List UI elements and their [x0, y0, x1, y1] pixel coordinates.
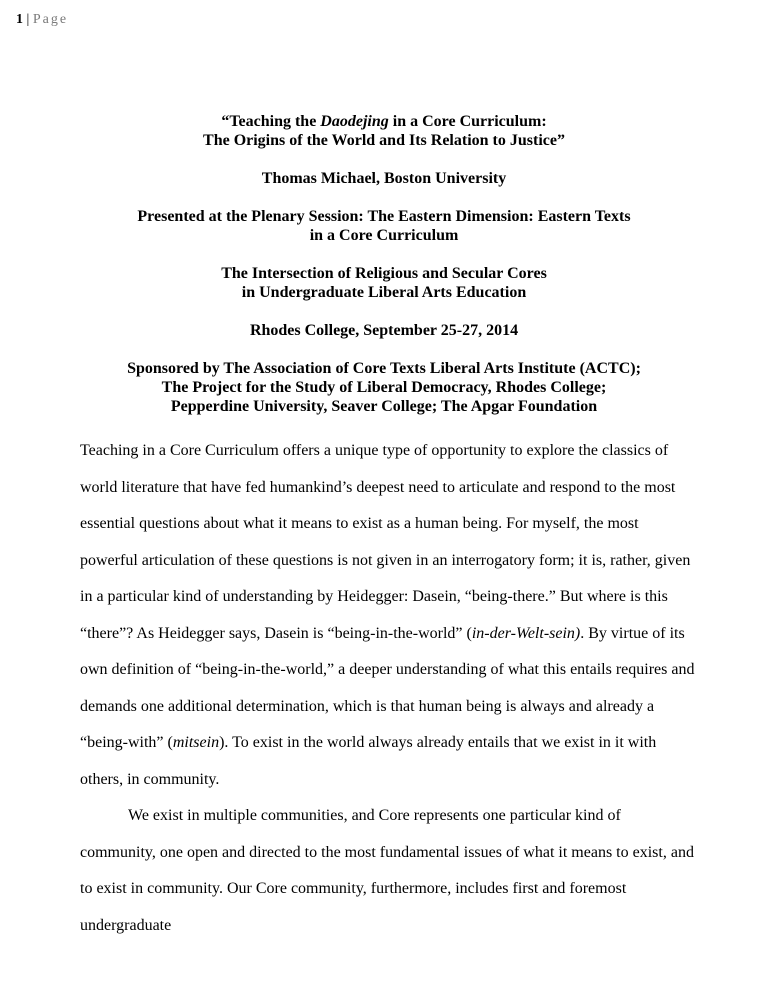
paragraph-1-italic-1: in-der-Welt-sein) [471, 624, 581, 642]
title-rest: in a Core Curriculum: [388, 113, 547, 130]
presented-line-1: Presented at the Plenary Session: The Eastern Dimension: Eastern Texts [137, 208, 631, 225]
sponsors-line-1: Sponsored by The Association of Core Texts Liberal Arts Institute (ACTC); [127, 360, 641, 377]
paragraph-1-part-a: Teaching in a Core Curriculum offers a unique type of opportunity to explore the classics of world literature that have fed humankind’s deepest need to articulate and respond to the most essential questions about what it means to exist as a human being. For myself, the most powerful articulation of these questions is not given in an interrogatory form; it is, rather, given in a particular kind of understanding by Heidegger: Dasein, “being-there.” But where is this “there”? As Heidegger says, Dasein is “being-in-the-world” ( [80, 442, 691, 642]
sponsors-line-3: Pepperdine University, Seaver College; The Apgar Foundation [170, 398, 598, 415]
page-number-label: Page [32, 12, 69, 27]
document-header [80, 112, 688, 416]
body-text [80, 433, 700, 944]
paragraph-1-italic-2: mitsein [172, 734, 220, 751]
conference-line-1: The Intersection of Religious and Secular Cores [221, 265, 547, 282]
sponsors [80, 359, 688, 416]
paragraph-1 [80, 433, 700, 798]
presented-at [80, 207, 688, 245]
page-number [16, 12, 68, 28]
paragraph-2: We exist in multiple communities, and Core represents one particular kind of community, one open and directed to the most fundamental issues of what it means to exist, and to exist in community. Our Core community, furthermore, includes first and foremost undergraduate [80, 807, 694, 934]
author-line: Thomas Michael, Boston University [261, 170, 507, 187]
page-number-value: 1 [16, 12, 24, 27]
title-italic: Daodejing [320, 113, 389, 130]
conference-line-2: in Undergraduate Liberal Arts Education [241, 284, 527, 301]
sponsors-line-2: The Project for the Study of Liberal Democracy, Rhodes College; [161, 379, 607, 396]
presented-line-2: in a Core Curriculum [309, 227, 459, 244]
paper-title [80, 112, 688, 150]
conference-title [80, 264, 688, 302]
paragraph-1-part-b: . By virtue of its own definition of “being-in-the-world,” a deeper understanding of what this entails requires and demands one additional determination, which is that human being is always and already a “being-with” ( [80, 624, 695, 751]
title-line-2: The Origins of the World and Its Relation to Justice” [203, 132, 565, 149]
title-open: “Teaching the [221, 113, 321, 130]
page-number-separator: | [26, 12, 30, 27]
venue-date: Rhodes College, September 25-27, 2014 [249, 322, 519, 339]
paragraph-1-part-c: ). To exist in the world always already entails that we exist in it with others, in community. [80, 734, 657, 788]
